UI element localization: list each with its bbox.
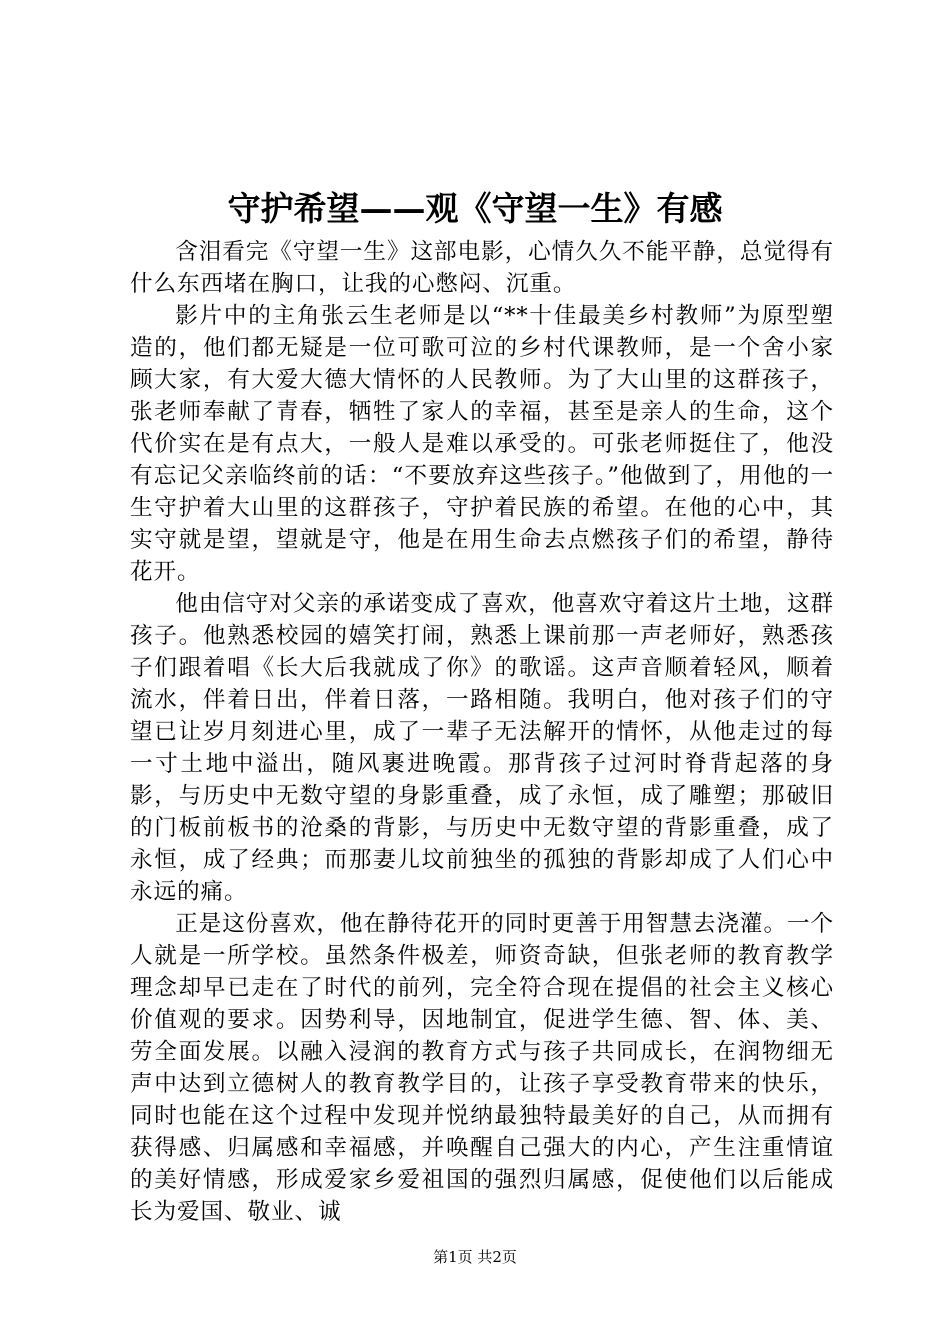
paragraph-2: 影片中的主角张云生老师是以“**十佳最美乡村教师”为原型塑造的，他们都无疑是一位可歌可泣的乡村代课教师，是一个舍小家顾大家，有大爱大德大情怀的人民教师。为了大山里的这群孩子，张老师奉献了青春，牺牲了家人的幸福，甚至是亲人的生命，这个代价实在是有点大，一般人是难以承受的。可张老师挺住了，他没有忘记父亲临终前的话：“不要放弃这些孩子。”他做到了，用他的一生守护着大山里的这群孩子，守护着民族的希望。在他的心中，其实守就是望，望就是守，他是在用生命去点燃孩子们的希望，静待花开。 bbox=[130, 303, 834, 585]
document-title: 守护希望——观《守望一生》有感 bbox=[227, 189, 723, 228]
paragraph-1: 含泪看完《守望一生》这部电影，心情久久不能平静，总觉得有什么东西堵在胸口，让我的心憋闷、沉重。 bbox=[130, 239, 834, 297]
paragraph-3: 他由信守对父亲的承诺变成了喜欢，他喜欢守着这片土地，这群孩子。他熟悉校园的嬉笑打闹，熟悉上课前那一声老师好，熟悉孩子们跟着唱《长大后我就成了你》的歌谣。这声音顺着轻风，顺着流水，伴着日出，伴着日落，一路相随。我明白，他对孩子们的守望已让岁月刻进心里，成了一辈子无法解开的情怀，从他走过的每一寸土地中溢出，随风裹进晚霞。那背孩子过河时脊背起落的身影，与历史中无数守望的身影重叠，成了永恒，成了雕塑；那破旧的门板前板书的沧桑的背影，与历史中无数守望的背影重叠，成了永恒，成了经典；而那妻儿坟前独坐的孤独的背影却成了人们心中永远的痛。 bbox=[130, 591, 834, 905]
document-body bbox=[130, 236, 834, 1228]
paragraph-4: 正是这份喜欢，他在静待花开的同时更善于用智慧去浇灌。一个人就是一所学校。虽然条件极差，师资奇缺，但张老师的教育教学理念却早已走在了时代的前列，完全符合现在提倡的社会主义核心价值观的要求。因势利导，因地制宜，促进学生德、智、体、美、劳全面发展。以融入浸润的教育方式与孩子共同成长，在润物细无声中达到立德树人的教育教学目的，让孩子享受教育带来的快乐，同时也能在这个过程中发现并悦纳最独特最美好的自己，从而拥有获得感、归属感和幸福感，并唤醒自己强大的内心，产生注重情谊的美好情感，形成爱家乡爱祖国的强烈归属感，促使他们以后能成长为爱国、敬业、诚 bbox=[130, 911, 834, 1225]
page-number-footer: 第1页 共2页 bbox=[433, 1248, 517, 1266]
